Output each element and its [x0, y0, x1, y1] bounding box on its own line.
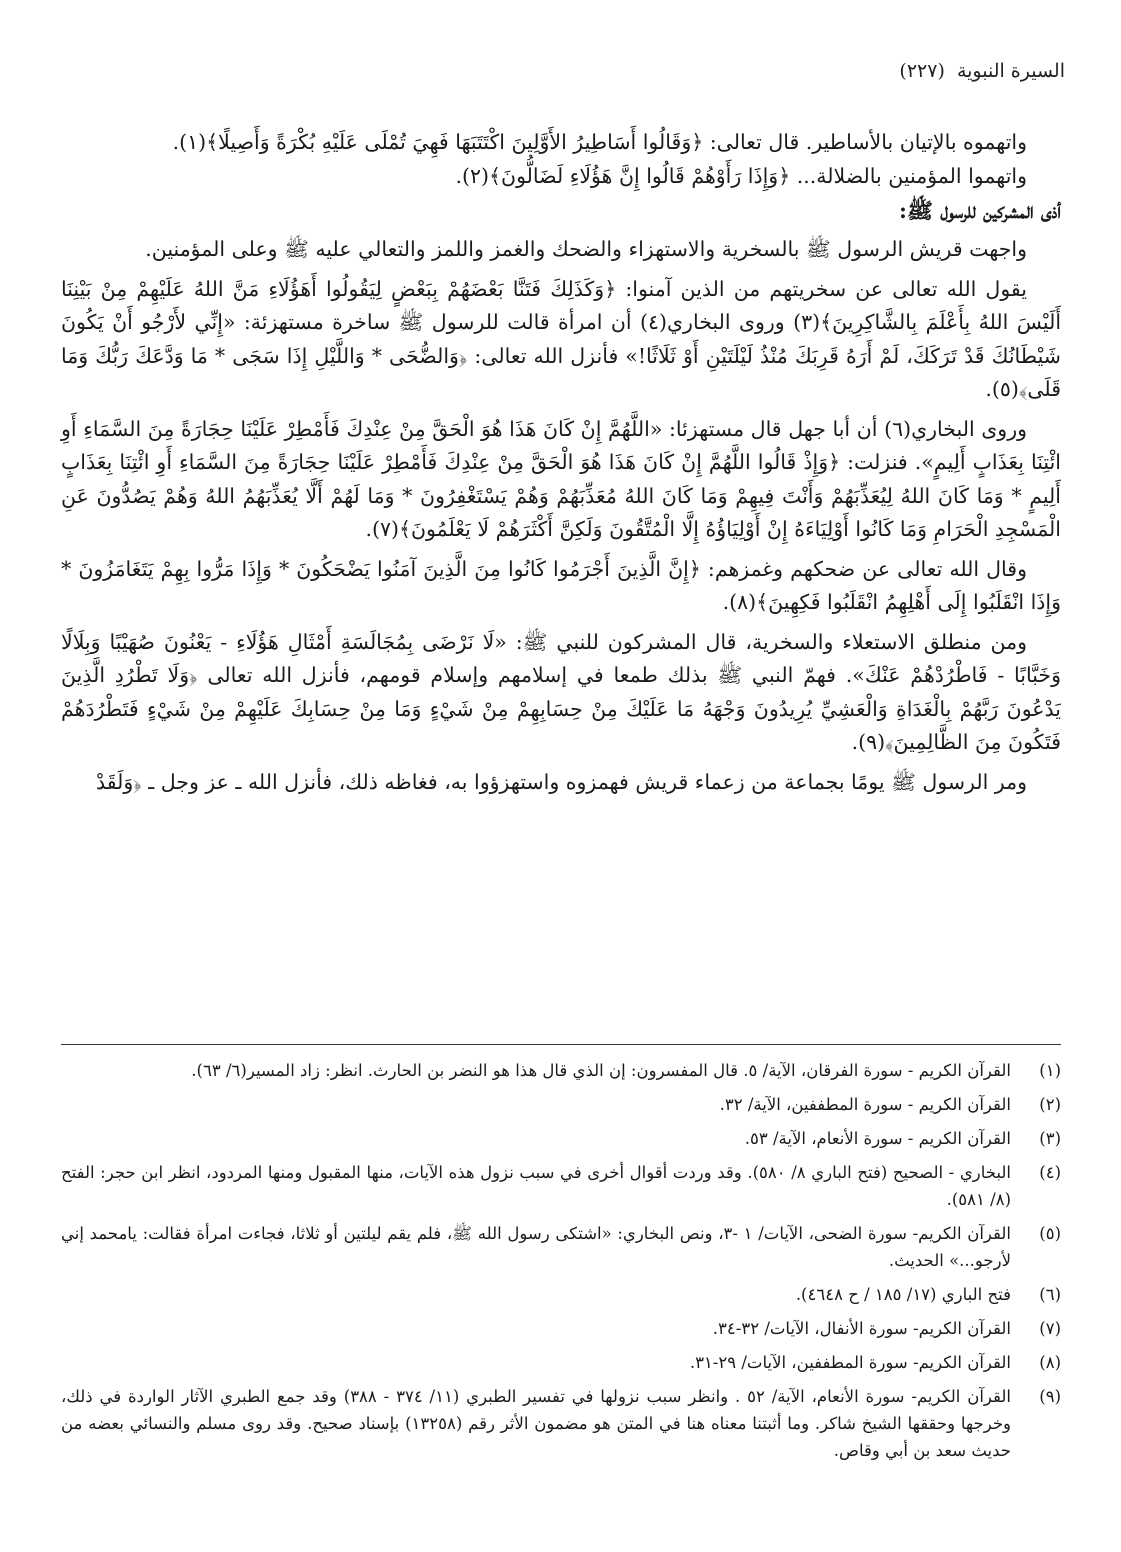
section-heading: أذى المشركين للرسول ﷺ:	[899, 199, 1061, 224]
footnote-text: فتح الباري (١٧/ ١٨٥ / ح ٤٦٤٨).	[795, 1285, 1011, 1304]
footnote-divider	[61, 1044, 1061, 1045]
main-text	[61, 126, 1061, 805]
footnotes	[61, 1057, 1061, 1471]
footnote-number: (٩)	[1039, 1387, 1061, 1406]
footnote-text: القرآن الكريم - سورة المطففين، الآية/ ٣٢.	[719, 1095, 1011, 1114]
paragraph: ومر الرسول ﷺ يومًا بجماعة من زعماء قريش فهمزوه واستهزؤوا به، فغاظه ذلك، فأنزل الله ـ عز وجل ـ ﴿وَلَقَدْ	[96, 769, 1027, 794]
footnote	[61, 1281, 1061, 1308]
footnote-text: القرآن الكريم- سورة المطففين، الآيات/ ٢٩-٣١.	[689, 1353, 1011, 1372]
footnote	[61, 1159, 1061, 1213]
footnote	[61, 1349, 1061, 1376]
footnote-number: (٢)	[1039, 1095, 1061, 1114]
footnote-number: (٧)	[1039, 1319, 1061, 1338]
footnote-text: البخاري - الصحيح (فتح الباري ٨/ ٥٨٠). وقد وردت أقوال أخرى في سبب نزول هذه الآيات، منها المقبول ومنها المردود، انظر ابن حجر: الفتح (٨/ ٥٨١).	[61, 1163, 1011, 1209]
paragraph: واتهموه بالإتيان بالأساطير. قال تعالى: ﴿وَقَالُوا أَسَاطِيرُ الأَوَّلِينَ اكْتَتَبَهَا فَهِيَ تُمْلَى عَلَيْهِ بُكْرَةً وَأَصِيلًا﴾(١).	[172, 130, 1027, 154]
footnote-number: (٤)	[1039, 1163, 1061, 1182]
running-title: السيرة النبوية	[956, 60, 1065, 82]
paragraph: وروى البخاري(٦) أن أبا جهل قال مستهزئا: «اللَّهُمَّ إِنْ كَانَ هَذَا هُوَ الْحَقَّ مِنْ عِنْدِكَ فَأَمْطِرْ عَلَيْنَا حِجَارَةً مِنَ السَّمَاءِ أَوِ ائْتِنَا بِعَذَابٍ أَلِيمٍ». فنزلت: ﴿وَإِذْ قَالُوا اللَّهُمَّ إِنْ كَانَ هَذَا هُوَ الْحَقَّ مِنْ عِنْدِكَ فَأَمْطِرْ عَلَيْنَا حِجَارَةً مِنَ السَّمَاءِ أَوِ ائْتِنَا بِعَذَابٍ أَلِيمٍ * وَمَا كَانَ اللهُ لِيُعَذِّبَهُمْ وَأَنْتَ فِيهِمْ وَمَا كَانَ اللهُ مُعَذِّبَهُمْ وَهُمْ يَسْتَغْفِرُونَ * وَمَا لَهُمْ أَلَّا يُعَذِّبَهُمُ اللهُ وَهُمْ يَصُدُّونَ عَنِ الْمَسْجِدِ الْحَرَامِ وَمَا كَانُوا أَوْلِيَاءَهُ إِنْ أَوْلِيَاؤُهُ إِلَّا الْمُتَّقُونَ وَلَكِنَّ أَكْثَرَهُمْ لَا يَعْلَمُونَ﴾(٧).	[61, 416, 1061, 541]
footnote	[61, 1091, 1061, 1118]
paragraph: يقول الله تعالى عن سخريتهم من الذين آمنوا: ﴿وَكَذَلِكَ فَتَنَّا بَعْضَهُمْ بِبَعْضٍ لِيَقُولُوا أَهَؤُلَاءِ مَنَّ اللهُ عَلَيْهِمْ مِنْ بَيْنِنَا أَلَيْسَ اللهُ بِأَعْلَمَ بِالشَّاكِرِينَ﴾(٣) وروى البخاري(٤) أن امرأة قالت للرسول ﷺ ساخرة مستهزئة: «إِنِّي لأَرْجُو أَنْ يَكُونَ شَيْطَانُكَ قَدْ تَرَكَكَ، لَمْ أَرَهُ قَرِبَكَ مُنْذُ لَيْلَتَيْنِ أَوْ ثَلَاثًا!» فأنزل الله تعالى: ﴿وَالضُّحَى * وَاللَّيْلِ إِذَا سَجَى * مَا وَدَّعَكَ رَبُّكَ وَمَا قَلَى﴾(٥).	[61, 276, 1062, 401]
paragraph: وقال الله تعالى عن ضحكهم وغمزهم: ﴿إِنَّ الَّذِينَ أَجْرَمُوا كَانُوا مِنَ الَّذِينَ آمَنُوا يَضْحَكُونَ * وَإِذَا مَرُّوا بِهِمْ يَتَغَامَزُونَ * وَإِذَا انْقَلَبُوا إِلَى أَهْلِهِمُ انْقَلَبُوا فَكِهِينَ﴾(٨).	[61, 556, 1061, 614]
footnote	[61, 1220, 1061, 1274]
page-number: (٢٢٧)	[899, 60, 945, 82]
footnote	[61, 1057, 1061, 1084]
footnote-text: القرآن الكريم - سورة الفرقان، الآية/ ٥. قال المفسرون: إن الذي قال هذا هو النضر بن الحارث. انظر: زاد المسير(٦/ ٦٣).	[191, 1061, 1011, 1080]
footnote-text: القرآن الكريم- سورة الأنفال، الآيات/ ٣٢-٣٤.	[712, 1319, 1011, 1338]
footnote-number: (٣)	[1039, 1129, 1061, 1148]
footnote-text: القرآن الكريم - سورة الأنعام، الآية/ ٥٣.	[744, 1129, 1011, 1148]
footnote	[61, 1125, 1061, 1152]
footnote-number: (٥)	[1039, 1224, 1061, 1243]
footnote	[61, 1315, 1061, 1342]
paragraph: واتهموا المؤمنين بالضلالة... ﴿وَإِذَا رَأَوْهُمْ قَالُوا إِنَّ هَؤُلَاءِ لَضَالُّونَ﴾(٢).	[455, 163, 1027, 188]
paragraph: ومن منطلق الاستعلاء والسخرية، قال المشركون للنبي ﷺ: «لَا نَرْضَى بِمُجَالَسَةِ أَمْثَالِ هَؤُلَاءِ - يَعْنُونَ صُهَيْبًا وَبِلَالًا وَخَبَّابًا - فَاطْرُدْهُمْ عَنْكَ». فهمّ النبي ﷺ بذلك طمعا في إسلامهم وإسلام قومهم، فأنزل الله تعالى ﴿وَلَا تَطْرُدِ الَّذِينَ يَدْعُونَ رَبَّهُمْ بِالْغَدَاةِ وَالْعَشِيِّ يُرِيدُونَ وَجْهَهُ مَا عَلَيْكَ مِنْ حِسَابِهِمْ مِنْ شَيْءٍ وَمَا مِنْ حِسَابِكَ عَلَيْهِمْ مِنْ شَيْءٍ فَتَطْرُدَهُمْ فَتَكُونَ مِنَ الظَّالِمِينَ﴾(٩).	[61, 629, 1061, 754]
footnote	[61, 1383, 1061, 1464]
footnote-text: القرآن الكريم- سورة الضحى، الآيات/ ١ -٣، ونص البخاري: «اشتكى رسول الله ﷺ، فلم يقم ليلتين أو ثلاثا، فجاءت امرأة فقالت: يامحمد إني لأرجو...» الحديث.	[61, 1224, 1011, 1270]
footnote-number: (١)	[1039, 1061, 1061, 1080]
paragraph: واجهت قريش الرسول ﷺ بالسخرية والاستهزاء والضحك والغمز واللمز والتعالي عليه ﷺ وعلى المؤمنين.	[145, 237, 1027, 261]
footnote-number: (٦)	[1039, 1285, 1061, 1304]
footnote-number: (٨)	[1039, 1353, 1061, 1372]
page-header	[765, 60, 1065, 82]
footnote-text: القرآن الكريم- سورة الأنعام، الآية/ ٥٢ . وانظر سبب نزولها في تفسير الطبري (١١/ ٣٧٤ - ٣٨٨) وقد جمع الطبري الآثار الواردة في ذلك، وخرجها وحققها الشيخ شاكر. وما أثبتنا معناه هنا في المتن هو مضمون الأثر رقم (١٣٢٥٨) بإسناد صحيح. وقد روى مسلم والنسائي بعضه من حديث سعد بن أبي وقاص.	[61, 1387, 1011, 1460]
